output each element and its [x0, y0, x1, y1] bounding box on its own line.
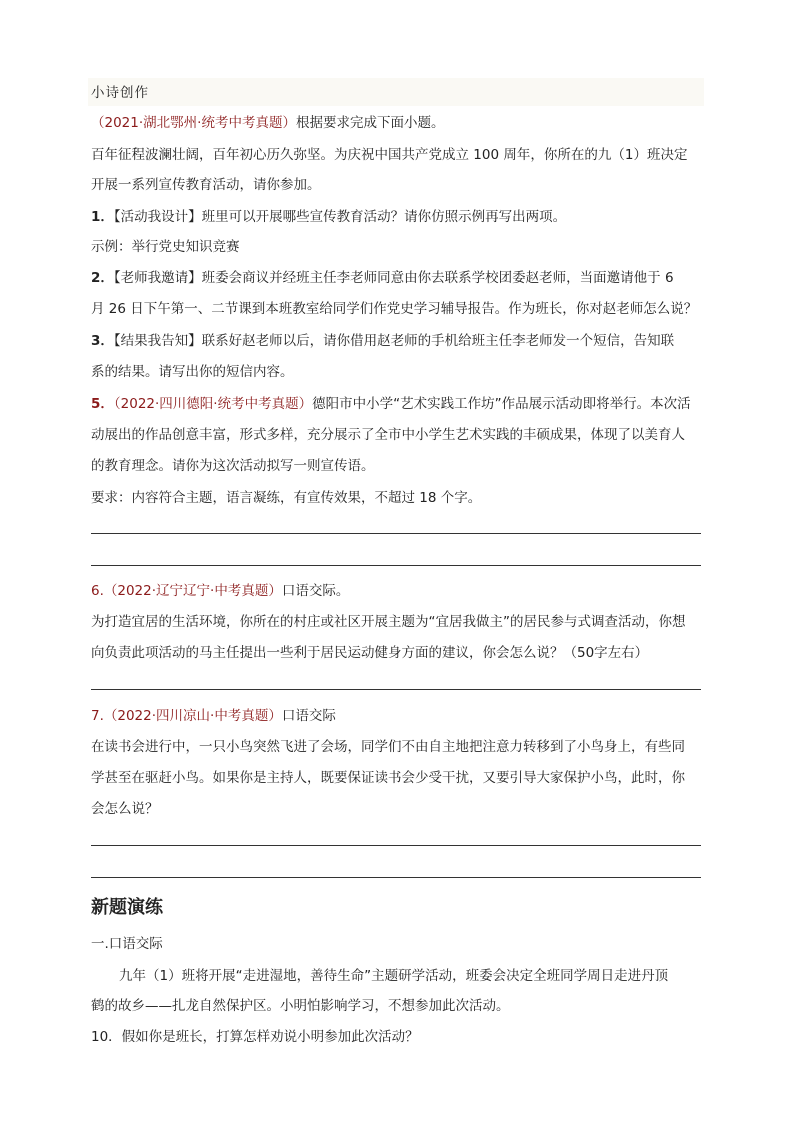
- q7-number-source: 7.（2022·四川凉山·中考真题）: [91, 708, 282, 724]
- q2-continuation: 月 26 日下午第一、二节课到本班教室给同学们作党史学习辅导报告。作为班长，你对赵老师怎么说？: [91, 301, 698, 317]
- q5-text: 德阳市中小学“艺术实践工作坊”作品展示活动即将举行。本次活: [312, 396, 691, 412]
- question-6: [91, 581, 703, 601]
- answer-line: [91, 533, 701, 534]
- new-section-title: 新题演练: [91, 897, 163, 918]
- question-1: [91, 207, 703, 227]
- q1-number: 1．: [91, 209, 114, 225]
- answer-line: [91, 689, 701, 690]
- question-3: [91, 331, 703, 351]
- new-section-para-1: 九年（1）班将开展“走进湿地，善待生命”主题研学活动，班委会决定全班同学周日走进丹顶: [119, 968, 669, 984]
- q6-line-2: 向负责此项活动的马主任提出一些利于居民运动健身方面的建议，你会怎么说？（50字左右）: [91, 645, 649, 661]
- q7-label: 口语交际: [281, 708, 336, 724]
- q5-requirement: 要求：内容符合主题，语言凝练，有宣传效果，不超过 18 个字。: [91, 490, 482, 506]
- q5-continuation-1: 动展出的作品创意丰富，形式多样，充分展示了全市中小学生艺术实践的丰硕成果，体现了以美育人: [91, 427, 685, 443]
- q3-text: 【结果我告知】联系好赵老师以后，请你借用赵老师的手机给班主任李老师发一个短信，告知联: [113, 333, 675, 349]
- q5-continuation-2: 的教育理念。请你为这次活动拟写一则宣传语。: [91, 458, 375, 474]
- answer-line: [91, 877, 701, 878]
- question-5: [91, 394, 703, 414]
- answer-line: [91, 845, 701, 846]
- q2-text: 【老师我邀请】班委会商议并经班主任李老师同意由你去联系学校团委赵老师，当面邀请他于 6: [113, 270, 674, 286]
- q7-line-2: 学甚至在驱赶小鸟。如果你是主持人，既要保证读书会少受干扰，又要引导大家保护小鸟，此时，你: [91, 770, 685, 786]
- section-title: 小诗创作: [91, 85, 149, 101]
- question-7: [91, 706, 703, 726]
- intro-source: （2021·湖北鄂州·统考中考真题）: [91, 115, 296, 131]
- q7-line-3: 会怎么说？: [91, 801, 159, 817]
- q1-example: 示例：举行党史知识竞赛: [91, 239, 240, 255]
- q2-number: 2．: [91, 270, 114, 286]
- question-10: 10．假如你是班长，打算怎样劝说小明参加此次活动？: [91, 1029, 419, 1045]
- new-section-para-2: 鹤的故乡——扎龙自然保护区。小明怕影响学习，不想参加此次活动。: [91, 998, 510, 1014]
- q1-text: 【活动我设计】班里可以开展哪些宣传教育活动？请你仿照示例再写出两项。: [113, 209, 567, 225]
- answer-line: [91, 565, 701, 566]
- q5-number: 5．: [91, 396, 114, 412]
- q5-source: （2022·四川德阳·统考中考真题）: [113, 396, 313, 412]
- question-2: [91, 268, 703, 288]
- question-intro: [91, 113, 703, 133]
- q6-line-1: 为打造宜居的生活环境，你所在的村庄或社区开展主题为“宜居我做主”的居民参与式调查活动，你想: [91, 614, 686, 630]
- passage-line-1: 百年征程波澜壮阔，百年初心历久弥坚。为庆祝中国共产党成立 100 周年，你所在的九（1）班决定: [91, 147, 688, 163]
- q6-number-source: 6.（2022·辽宁辽宁·中考真题）: [91, 583, 282, 599]
- q7-line-1: 在读书会进行中，一只小鸟突然飞进了会场，同学们不由自主地把注意力转移到了小鸟身上，有些同: [91, 739, 685, 755]
- q6-label: 口语交际。: [281, 583, 350, 599]
- new-section-subtitle: 一.口语交际: [91, 936, 163, 952]
- intro-text: 根据要求完成下面小题。: [295, 115, 445, 131]
- q3-continuation: 系的结果。请写出你的短信内容。: [91, 364, 294, 380]
- passage-line-2: 开展一系列宣传教育活动，请你参加。: [91, 177, 321, 193]
- q3-number: 3．: [91, 333, 114, 349]
